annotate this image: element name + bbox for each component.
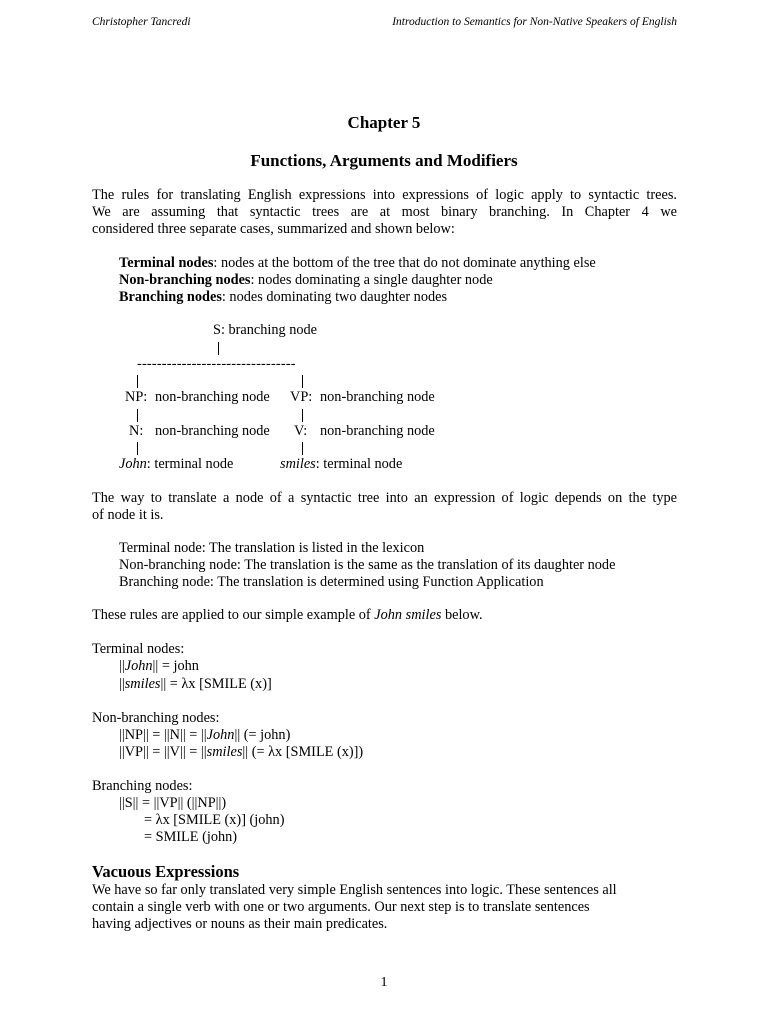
eq-word: John <box>124 658 153 674</box>
tree-john-desc: : terminal node <box>146 456 234 472</box>
intro-line: We are assuming that syntactic trees are at most binary branching. In Chapter 4 we <box>92 204 677 220</box>
example-intro-text: These rules are applied to our simple example of <box>92 607 375 623</box>
tree-v-stem <box>302 442 303 455</box>
case-desc: : nodes dominating a single daughter node <box>250 272 493 288</box>
tree-n-desc: non-branching node <box>155 423 270 439</box>
example-intro <box>92 607 483 624</box>
branching-nodes-heading: Branching nodes: <box>92 778 193 794</box>
tree-smiles-leaf <box>280 456 402 473</box>
case-branching <box>119 289 447 306</box>
rule-terminal: Terminal node: The translation is listed in the lexicon <box>119 540 425 556</box>
branching-step3: = SMILE (john) <box>144 829 238 845</box>
tree-root-stem <box>218 342 219 355</box>
eq-part: ||NP|| = ||N|| = || <box>119 727 207 743</box>
section-heading: Vacuous Expressions <box>92 862 240 881</box>
rule-branching: Branching node: The translation is determined using Function Application <box>119 574 544 590</box>
para-line: of node it is. <box>92 507 164 523</box>
eq-part: || (= john) <box>234 727 291 743</box>
tree-vp-stem <box>302 409 303 422</box>
eq-word: John <box>206 727 235 743</box>
terminal-john-eq <box>119 658 199 675</box>
page-number: 1 <box>380 975 388 990</box>
tree-vp-label: VP: <box>290 389 313 405</box>
tree-n-label: N: <box>129 423 144 439</box>
case-nonbranching <box>119 272 493 289</box>
eq-part: ||VP|| = ||V|| = || <box>119 744 207 760</box>
nonbranching-nodes-heading: Non-branching nodes: <box>92 710 220 726</box>
intro-line: The rules for translating English expressions into expressions of logic apply to syntactic trees. <box>92 187 677 203</box>
case-term: Terminal nodes <box>119 255 214 271</box>
tree-smiles-word: smiles <box>280 456 316 472</box>
example-intro-text: below. <box>441 607 483 623</box>
branching-step2: = λx [SMILE (x)] (john) <box>144 812 285 828</box>
eq-part: || <box>119 658 125 674</box>
tree-vp-desc: non-branching node <box>320 389 435 405</box>
case-term: Branching nodes <box>119 289 222 305</box>
running-header-author: Christopher Tancredi <box>92 16 191 28</box>
tree-john-leaf <box>119 456 233 473</box>
vacuous-line: contain a single verb with one or two arguments. Our next step is to translate sentences <box>92 899 590 915</box>
tree-right-stem <box>302 375 303 388</box>
running-header-title: Introduction to Semantics for Non-Native Speakers of English <box>392 16 677 28</box>
vacuous-line: We have so far only translated very simple English sentences into logic. These sentences all <box>92 882 617 898</box>
para-line: The way to translate a node of a syntactic tree into an expression of logic depends on the type <box>92 490 677 506</box>
eq-word: smiles <box>124 676 161 692</box>
case-terminal <box>119 255 596 272</box>
rule-nonbranching: Non-branching node: The translation is the same as the translation of its daughter node <box>119 557 616 573</box>
tree-left-stem <box>137 375 138 388</box>
nonbranching-np-eq <box>119 727 290 744</box>
tree-john-word: John <box>119 456 147 472</box>
intro-paragraph <box>92 187 677 238</box>
eq-part: || = john <box>152 658 199 674</box>
example-phrase: John smiles <box>374 607 442 623</box>
branching-s-eq: ||S|| = ||VP|| (||NP||) <box>119 795 227 811</box>
tree-v-desc: non-branching node <box>320 423 435 439</box>
eq-part: || (= λx [SMILE (x)]) <box>242 744 364 760</box>
tree-branch-line: -------------------------------- <box>137 356 296 372</box>
tree-np-label: NP: <box>125 389 148 405</box>
tree-root: S: branching node <box>213 322 318 338</box>
vacuous-line: having adjectives or nouns as their main predicates. <box>92 916 388 932</box>
chapter-number: Chapter 5 <box>347 113 421 132</box>
case-term: Non-branching nodes <box>119 272 251 288</box>
terminal-nodes-heading: Terminal nodes: <box>92 641 185 657</box>
chapter-title: Functions, Arguments and Modifiers <box>250 151 518 170</box>
tree-smiles-desc: : terminal node <box>315 456 403 472</box>
tree-n-stem <box>137 442 138 455</box>
eq-part: || <box>119 676 125 692</box>
eq-word: smiles <box>206 744 243 760</box>
intro-line: considered three separate cases, summarized and shown below: <box>92 221 455 237</box>
translation-paragraph <box>92 490 677 524</box>
tree-np-stem <box>137 409 138 422</box>
tree-np-desc: non-branching node <box>155 389 270 405</box>
eq-part: || = λx [SMILE (x)] <box>160 676 272 692</box>
tree-v-label: V: <box>294 423 308 439</box>
terminal-smiles-eq <box>119 676 272 693</box>
case-desc: : nodes dominating two daughter nodes <box>221 289 448 305</box>
case-desc: : nodes at the bottom of the tree that do not dominate anything else <box>213 255 596 271</box>
nonbranching-vp-eq <box>119 744 363 761</box>
